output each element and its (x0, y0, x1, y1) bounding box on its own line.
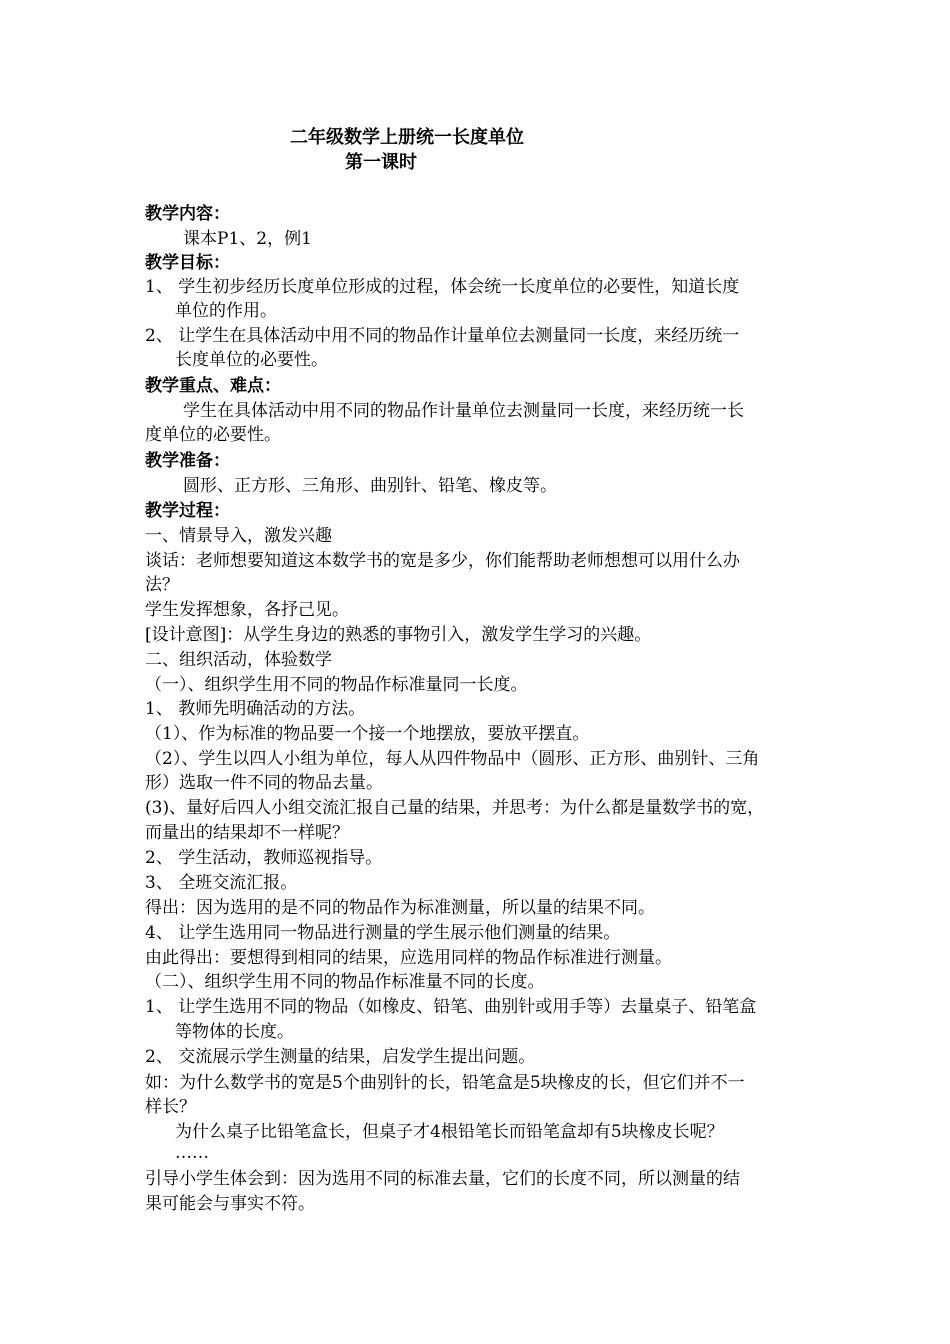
content-heading: 教学内容： (145, 204, 230, 224)
goal-1-line-1: 1、 学生初步经历长度单位形成的过程，体会统一长度单位的必要性，知道长度 (145, 277, 740, 297)
content-text: 课本P1、2，例1 (183, 229, 312, 249)
process-line: 而量出的结果却不一样呢？ (145, 823, 349, 843)
process-heading: 教学过程： (145, 501, 230, 521)
doc-subtitle: 第一课时 (345, 152, 417, 173)
keypoints-line-2: 度单位的必要性。 (145, 425, 281, 445)
goal-1-line-2: 单位的作用。 (175, 301, 277, 321)
process-line: 如：为什么数学书的宽是5个曲别针的长，铅笔盒是5块橡皮的长，但它们并不一 (145, 1073, 745, 1093)
process-line: 等物体的长度。 (175, 1022, 294, 1042)
process-line: 果可能会与事实不符。 (145, 1194, 315, 1214)
process-line: 学生发挥想象，各抒己见。 (145, 600, 349, 620)
process-line: 由此得出：要想得到相同的结果，应选用同样的物品作标准进行测量。 (145, 948, 672, 968)
process-line: 形）选取一件不同的物品去量。 (145, 773, 383, 793)
process-line: …… (175, 1143, 209, 1163)
prep-heading: 教学准备： (145, 451, 230, 471)
prep-text: 圆形、正方形、三角形、曲别针、铅笔、橡皮等。 (183, 476, 557, 496)
goal-2-line-2: 长度单位的必要性。 (175, 350, 328, 370)
process-line: 为什么桌子比铅笔盒长，但桌子才4根铅笔长而铅笔盒却有5块橡皮长呢？ (175, 1122, 724, 1142)
process-line: 得出：因为选用的是不同的物品作为标准测量，所以量的结果不同。 (145, 898, 655, 918)
process-line: （1）、作为标准的物品要一个接一个地摆放，要放平摆直。 (145, 724, 590, 744)
process-line: 2、 学生活动，教师巡视指导。 (145, 848, 383, 868)
process-line: (3)、量好后四人小组交流汇报自己量的结果，并思考：为什么都是量数学书的宽， (145, 798, 765, 818)
process-line: 一、情景导入，激发兴趣 (145, 526, 332, 546)
process-line: （2）、学生以四人小组为单位，每人从四件物品中（圆形、正方形、曲别针、三角 (145, 749, 760, 769)
process-line: [设计意图]：从学生身边的熟悉的事物引入，激发学生学习的兴趣。 (145, 625, 652, 645)
process-line: 谈话：老师想要知道这本数学书的宽是多少，你们能帮助老师想想可以用什么办 (145, 551, 740, 571)
process-line: 4、 让学生选用同一物品进行测量的学生展示他们测量的结果。 (145, 923, 621, 943)
goals-heading: 教学目标： (145, 253, 230, 273)
doc-title: 二年级数学上册统一长度单位 (290, 127, 524, 148)
process-line: 二、组织活动，体验数学 (145, 650, 332, 670)
process-line: 2、 交流展示学生测量的结果，启发学生提出问题。 (145, 1047, 536, 1067)
process-line: 法？ (145, 575, 179, 595)
process-line: 1、 让学生选用不同的物品（如橡皮、铅笔、曲别针或用手等）去量桌子、铅笔盒 (145, 997, 757, 1017)
process-line: （一）、组织学生用不同的物品作标准量同一长度。 (145, 675, 528, 695)
process-line: 引导小学生体会到：因为选用不同的标准去量，它们的长度不同，所以测量的结 (145, 1169, 740, 1189)
keypoints-heading: 教学重点、难点： (145, 376, 281, 396)
keypoints-line-1: 学生在具体活动中用不同的物品作计量单位去测量同一长度，来经历统一长 (183, 401, 744, 421)
process-line: （二）、组织学生用不同的物品作标准量不同的长度。 (145, 972, 545, 992)
goal-2-line-1: 2、 让学生在具体活动中用不同的物品作计量单位去测量同一长度，来经历统一 (145, 326, 740, 346)
process-line: 样长？ (145, 1097, 196, 1117)
process-line: 1、 教师先明确活动的方法。 (145, 699, 366, 719)
process-line: 3、 全班交流汇报。 (145, 873, 298, 893)
